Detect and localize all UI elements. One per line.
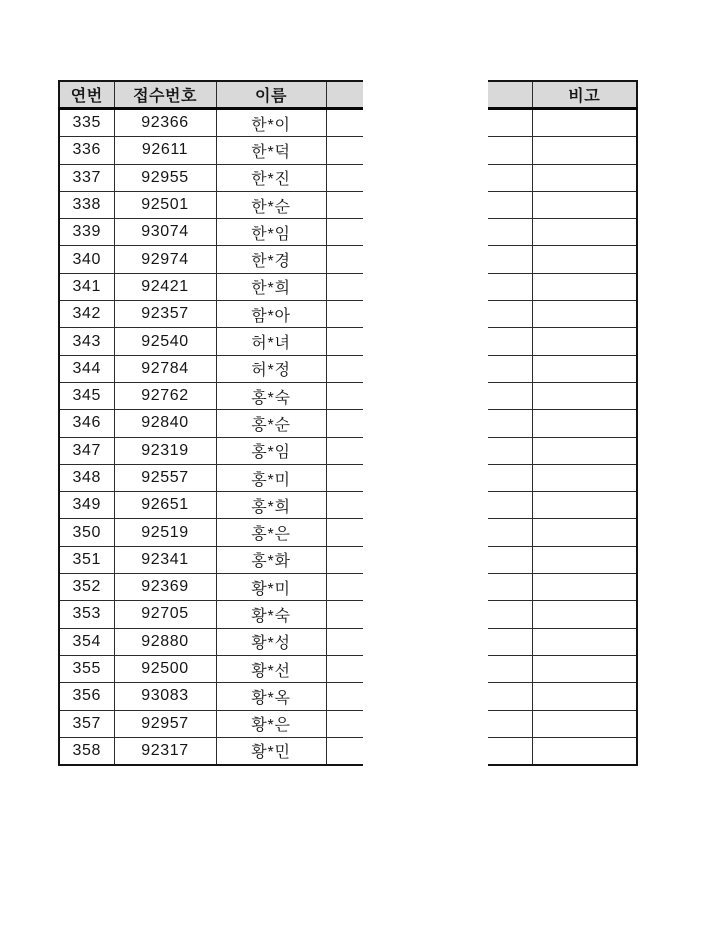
table-row [488,601,637,628]
receipt-cell: 92317 [114,737,216,765]
redacted-cell [326,246,363,273]
redacted-cell [488,273,532,300]
receipt-cell: 92955 [114,164,216,191]
redacted-cell [488,301,532,328]
redacted-cell [326,546,363,573]
name-cell: 한*희 [216,273,326,300]
receipt-cell: 92357 [114,301,216,328]
header-redacted-fragment [326,81,363,109]
serial-cell: 341 [59,273,114,300]
remarks-cell [532,246,637,273]
redacted-cell [326,328,363,355]
table-row [59,492,363,519]
redacted-cell [488,355,532,382]
serial-cell: 336 [59,137,114,164]
receipt-cell: 92611 [114,137,216,164]
remarks-cell [532,492,637,519]
remarks-cell [532,410,637,437]
redacted-cell [488,137,532,164]
table-row [488,655,637,682]
redacted-cell [326,492,363,519]
name-cell: 황*은 [216,710,326,737]
redacted-cell [326,191,363,218]
receipt-cell: 92366 [114,109,216,137]
table-row [59,683,363,710]
table-row [488,546,637,573]
receipt-cell: 92705 [114,601,216,628]
remarks-cell [532,382,637,409]
remarks-cell [532,137,637,164]
table-row [59,355,363,382]
table-row [488,273,637,300]
name-cell: 한*경 [216,246,326,273]
header-name: 이름 [216,81,326,109]
redacted-cell [326,710,363,737]
table-row [59,437,363,464]
remarks-cell [532,601,637,628]
name-cell: 황*성 [216,628,326,655]
table-row [59,464,363,491]
redacted-cell [488,464,532,491]
table-row [59,191,363,218]
redacted-cell [326,655,363,682]
name-cell: 황*옥 [216,683,326,710]
table-row [488,519,637,546]
name-cell: 황*민 [216,737,326,765]
serial-cell: 342 [59,301,114,328]
serial-cell: 335 [59,109,114,137]
table-row [59,546,363,573]
redacted-cell [326,301,363,328]
redacted-cell [326,464,363,491]
table-row [59,164,363,191]
remarks-cell [532,655,637,682]
name-cell: 한*덕 [216,137,326,164]
receipt-cell: 92501 [114,191,216,218]
redacted-cell [326,410,363,437]
remarks-cell [532,109,637,137]
serial-cell: 346 [59,410,114,437]
name-cell: 홍*숙 [216,382,326,409]
table-row [488,628,637,655]
name-cell: 황*선 [216,655,326,682]
serial-cell: 337 [59,164,114,191]
remarks-cell [532,546,637,573]
name-cell: 홍*미 [216,464,326,491]
remarks-cell [532,191,637,218]
redacted-cell [488,219,532,246]
header-remarks: 비고 [532,81,637,109]
table-row [488,574,637,601]
redacted-cell [326,683,363,710]
table-row [488,191,637,218]
redacted-cell [488,601,532,628]
table-row [488,437,637,464]
remarks-cell [532,519,637,546]
receipt-cell: 92557 [114,464,216,491]
applicant-table-right [488,80,638,766]
table-row [488,410,637,437]
redacted-cell [488,328,532,355]
redacted-cell [488,628,532,655]
table-row [488,492,637,519]
redacted-cell [488,191,532,218]
table-row [488,683,637,710]
receipt-cell: 92957 [114,710,216,737]
name-cell: 홍*임 [216,437,326,464]
redacted-cell [326,601,363,628]
redacted-cell [326,628,363,655]
redacted-cell [488,410,532,437]
serial-cell: 357 [59,710,114,737]
redacted-cell [488,437,532,464]
receipt-cell: 92651 [114,492,216,519]
table-row [59,109,363,137]
redacted-cell [488,574,532,601]
receipt-cell: 93074 [114,219,216,246]
table-row [59,601,363,628]
table-row [59,574,363,601]
serial-cell: 352 [59,574,114,601]
serial-cell: 348 [59,464,114,491]
receipt-cell: 92341 [114,546,216,573]
table-row [488,301,637,328]
redacted-cell [326,109,363,137]
table-row [488,382,637,409]
receipt-cell: 92784 [114,355,216,382]
receipt-cell: 92880 [114,628,216,655]
serial-cell: 350 [59,519,114,546]
table-row [59,382,363,409]
serial-cell: 344 [59,355,114,382]
receipt-cell: 92840 [114,410,216,437]
remarks-cell [532,628,637,655]
serial-cell: 343 [59,328,114,355]
remarks-cell [532,574,637,601]
table-row [488,328,637,355]
table-row [488,164,637,191]
redacted-cell [326,519,363,546]
redacted-cell [326,382,363,409]
table-row [59,219,363,246]
name-cell: 홍*순 [216,410,326,437]
remarks-cell [532,219,637,246]
table-row [488,355,637,382]
remarks-cell [532,464,637,491]
table-row [59,328,363,355]
redacted-cell [326,355,363,382]
header-row [488,81,637,109]
name-cell: 한*임 [216,219,326,246]
table-row [488,219,637,246]
table-header [488,81,637,109]
table-row [59,737,363,765]
remarks-cell [532,301,637,328]
header-row [59,81,363,109]
name-cell: 홍*화 [216,546,326,573]
table-row [59,410,363,437]
receipt-cell: 92369 [114,574,216,601]
receipt-cell: 92762 [114,382,216,409]
table-row [488,737,637,765]
redacted-cell [488,710,532,737]
table-row [59,301,363,328]
remarks-cell [532,328,637,355]
redacted-cell [488,492,532,519]
redacted-cell [488,164,532,191]
redacted-cell [488,655,532,682]
serial-cell: 338 [59,191,114,218]
redacted-cell [326,437,363,464]
redacted-cell [326,219,363,246]
table-header [59,81,363,109]
name-cell: 황*숙 [216,601,326,628]
table-row [59,710,363,737]
remarks-cell [532,683,637,710]
table-row [59,655,363,682]
name-cell: 한*이 [216,109,326,137]
table-row [59,246,363,273]
redacted-cell [488,246,532,273]
serial-cell: 340 [59,246,114,273]
header-redacted-fragment [488,81,532,109]
receipt-cell: 92540 [114,328,216,355]
redacted-cell [488,109,532,137]
name-cell: 허*정 [216,355,326,382]
remarks-cell [532,164,637,191]
serial-cell: 347 [59,437,114,464]
receipt-cell: 92319 [114,437,216,464]
receipt-cell: 92500 [114,655,216,682]
redacted-cell [488,546,532,573]
name-cell: 한*진 [216,164,326,191]
left-table-body [59,109,363,766]
serial-cell: 349 [59,492,114,519]
serial-cell: 355 [59,655,114,682]
table-row [488,246,637,273]
redacted-cell [326,137,363,164]
table-row [488,710,637,737]
serial-cell: 339 [59,219,114,246]
serial-cell: 353 [59,601,114,628]
receipt-cell: 92519 [114,519,216,546]
remarks-cell [532,737,637,765]
redacted-cell [326,164,363,191]
name-cell: 허*녀 [216,328,326,355]
remarks-cell [532,437,637,464]
redacted-cell [488,382,532,409]
redacted-cell [488,683,532,710]
table-row [59,519,363,546]
right-table-body [488,109,637,766]
receipt-cell: 92974 [114,246,216,273]
receipt-cell: 92421 [114,273,216,300]
remarks-cell [532,710,637,737]
name-cell: 한*순 [216,191,326,218]
header-serial: 연번 [59,81,114,109]
serial-cell: 345 [59,382,114,409]
serial-cell: 356 [59,683,114,710]
table-row [59,137,363,164]
redacted-cell [488,737,532,765]
receipt-cell: 93083 [114,683,216,710]
table-row [488,464,637,491]
name-cell: 함*아 [216,301,326,328]
name-cell: 홍*희 [216,492,326,519]
redacted-cell [326,273,363,300]
remarks-cell [532,273,637,300]
remarks-cell [532,355,637,382]
applicant-table-left [58,80,363,766]
serial-cell: 358 [59,737,114,765]
name-cell: 홍*은 [216,519,326,546]
header-receipt-no: 접수번호 [114,81,216,109]
redacted-cell [488,519,532,546]
serial-cell: 354 [59,628,114,655]
redacted-cell [326,574,363,601]
name-cell: 황*미 [216,574,326,601]
table-row [59,628,363,655]
table-row [488,109,637,137]
redacted-cell [326,737,363,765]
table-row [59,273,363,300]
table-row [488,137,637,164]
serial-cell: 351 [59,546,114,573]
